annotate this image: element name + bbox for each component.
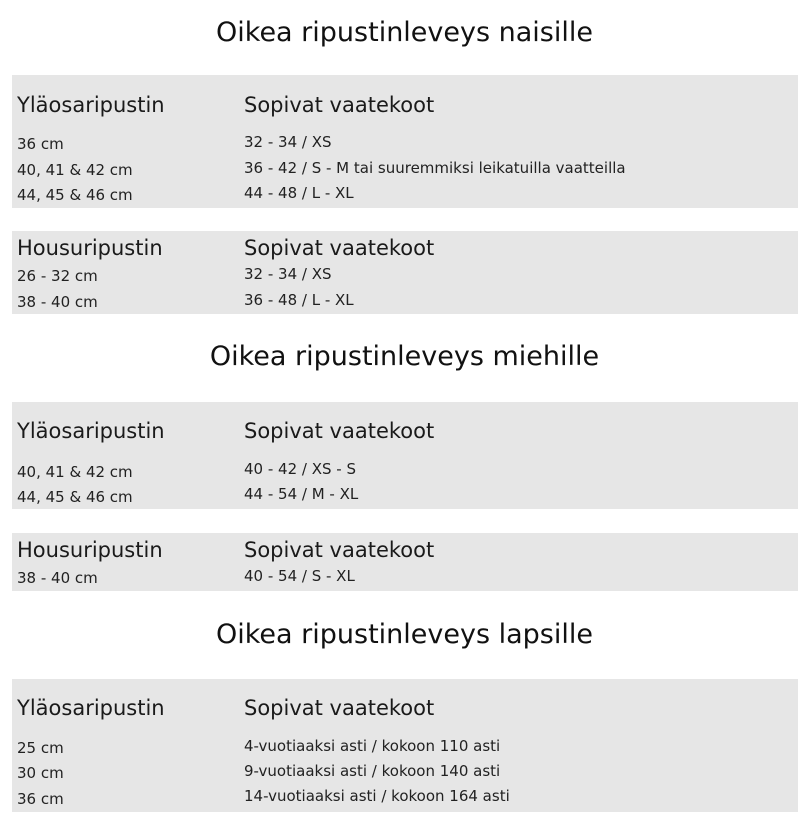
row-sizes: 36 - 42 / S - M tai suuremmiksi leikatuilla vaatteilla <box>244 159 626 177</box>
row-width: 26 - 32 cm <box>17 267 98 285</box>
column-header-hanger: Yläosaripustin <box>17 93 165 117</box>
column-header-sizes: Sopivat vaatekoot <box>244 696 435 720</box>
women-trouser-hanger-table <box>12 231 798 314</box>
column-header-sizes: Sopivat vaatekoot <box>244 419 435 443</box>
row-width: 38 - 40 cm <box>17 569 98 587</box>
row-width: 44, 45 & 46 cm <box>17 186 133 204</box>
column-header-hanger: Yläosaripustin <box>17 419 165 443</box>
row-sizes: 44 - 48 / L - XL <box>244 184 354 202</box>
row-width: 38 - 40 cm <box>17 293 98 311</box>
section-title-men: Oikea ripustinleveys miehille <box>209 341 600 372</box>
section-title-women: Oikea ripustinleveys naisille <box>216 17 593 48</box>
column-header-hanger: Housuripustin <box>17 236 163 260</box>
section-title-children: Oikea ripustinleveys lapsille <box>216 619 593 650</box>
column-header-sizes: Sopivat vaatekoot <box>244 93 435 117</box>
women-top-hanger-table <box>12 75 798 208</box>
row-sizes: 14-vuotiaaksi asti / kokoon 164 asti <box>244 787 510 805</box>
row-width: 36 cm <box>17 135 64 153</box>
row-width: 40, 41 & 42 cm <box>17 161 133 179</box>
row-sizes: 32 - 34 / XS <box>244 265 332 283</box>
row-width: 36 cm <box>17 790 64 808</box>
row-sizes: 4-vuotiaaksi asti / kokoon 110 asti <box>244 737 501 755</box>
children-top-hanger-table <box>12 679 798 812</box>
row-sizes: 40 - 54 / S - XL <box>244 567 355 585</box>
row-sizes: 40 - 42 / XS - S <box>244 460 356 478</box>
row-sizes: 9-vuotiaaksi asti / kokoon 140 asti <box>244 762 501 780</box>
row-width: 30 cm <box>17 764 64 782</box>
men-trouser-hanger-table <box>12 533 798 591</box>
row-width: 44, 45 & 46 cm <box>17 488 133 506</box>
men-top-hanger-table <box>12 402 798 509</box>
column-header-sizes: Sopivat vaatekoot <box>244 236 435 260</box>
row-sizes: 32 - 34 / XS <box>244 133 332 151</box>
column-header-hanger: Housuripustin <box>17 538 163 562</box>
column-header-sizes: Sopivat vaatekoot <box>244 538 435 562</box>
row-sizes: 44 - 54 / M - XL <box>244 485 359 503</box>
column-header-hanger: Yläosaripustin <box>17 696 165 720</box>
row-width: 40, 41 & 42 cm <box>17 463 133 481</box>
row-sizes: 36 - 48 / L - XL <box>244 291 354 309</box>
row-width: 25 cm <box>17 739 64 757</box>
